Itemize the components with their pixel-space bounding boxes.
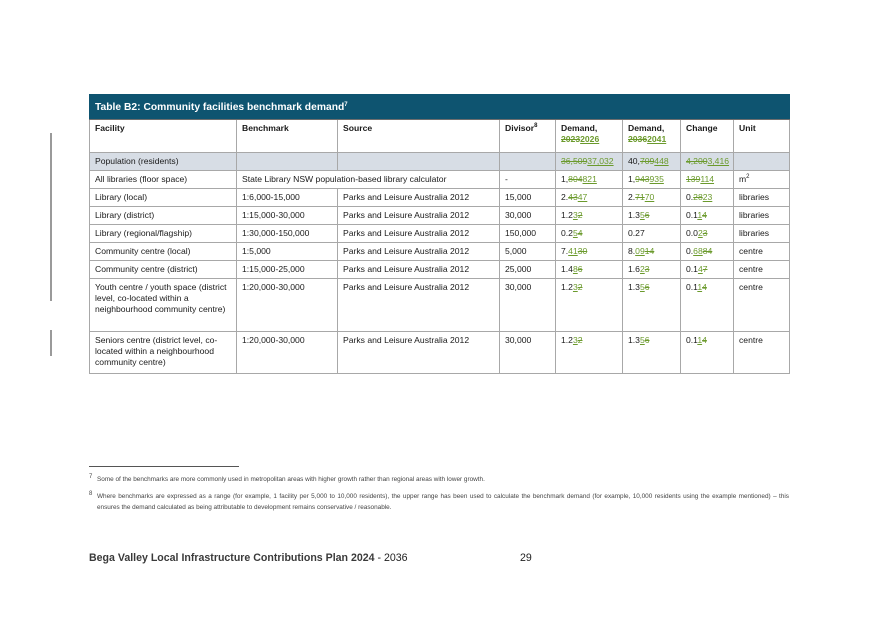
col-header-benchmark: Benchmark: [237, 120, 338, 153]
population-demand-1: 36,50937,032: [556, 153, 623, 171]
divisor-cell: -: [500, 171, 556, 189]
source-cell: Parks and Leisure Australia 2012: [338, 207, 500, 225]
divisor-cell: 5,000: [500, 243, 556, 261]
benchmark-cell: 1:20,000-30,000: [237, 279, 338, 332]
d1-cell: 1.486: [556, 261, 623, 279]
d2-cell: 2.7170: [623, 189, 681, 207]
facility-cell: All libraries (floor space): [90, 171, 237, 189]
ch-cell: 0.2823: [681, 189, 734, 207]
table-row: [90, 243, 790, 261]
d2-cell: 1.356: [623, 207, 681, 225]
footnote-7: $^7$ Some of the benchmarks are more commonly used in metropolitan areas with higher growth rather than regional areas with lower growth.: [89, 474, 485, 483]
unit-cell: libraries: [734, 189, 790, 207]
divisor-cell: 25,000: [500, 261, 556, 279]
benchmark-cell: 1:15,000-25,000: [237, 261, 338, 279]
d1-cell: 0.254: [556, 225, 623, 243]
table-title: Table B2: Community facilities benchmark demand$^7$: [90, 95, 790, 120]
ch-cell: 0.023: [681, 225, 734, 243]
unit-cell: centre: [734, 243, 790, 261]
facility-cell: Library (district): [90, 207, 237, 225]
facility-cell: Community centre (district): [90, 261, 237, 279]
source-cell: Parks and Leisure Australia 2012: [338, 225, 500, 243]
table-row: [90, 171, 790, 189]
population-change: 4,2003,416: [681, 153, 734, 171]
change-bar: [50, 133, 52, 301]
page-number: 29: [520, 552, 532, 564]
divisor-cell: 30,000: [500, 332, 556, 374]
d2-cell: 1.356: [623, 332, 681, 374]
facility-cell: Youth centre / youth space (district level, co-located within a neighbourhood community centre): [90, 279, 237, 332]
col-header-demand-2: Demand, 20362041: [623, 120, 681, 153]
table-row: [90, 332, 790, 374]
d1-cell: 1.232: [556, 279, 623, 332]
unit-cell: centre: [734, 279, 790, 332]
ch-cell: 139114: [681, 171, 734, 189]
facility-cell: Seniors centre (district level, co-located within a neighbourhood community centre): [90, 332, 237, 374]
table-row: [90, 279, 790, 332]
d1-cell: 1,804821: [556, 171, 623, 189]
col-header-unit: Unit: [734, 120, 790, 153]
ch-cell: 0.114: [681, 207, 734, 225]
footnote-8: $^8$ Where benchmarks are expressed as a range (for example, 1 facility per 5,000 to 10,000 residents), the upper range has been used to calculate the benchmark demand (for example, 10,000 residents using the example mentioned) – this ensures the demand calculated as being attributable to development remains conservative / reasonable.: [89, 491, 789, 511]
table-row: [90, 207, 790, 225]
ch-cell: 0.147: [681, 261, 734, 279]
divisor-cell: 150,000: [500, 225, 556, 243]
footnote-separator: [89, 466, 239, 467]
d2-cell: 0.27: [623, 225, 681, 243]
benchmark-cell: 1:15,000-30,000: [237, 207, 338, 225]
source-cell: Parks and Leisure Australia 2012: [338, 189, 500, 207]
d1-cell: 7.4130: [556, 243, 623, 261]
benchmark-cell: 1:30,000-150,000: [237, 225, 338, 243]
col-header-divisor: Divisor$^8$: [500, 120, 556, 153]
benchmark-cell: 1:20,000-30,000: [237, 332, 338, 374]
population-demand-2: 40,709448: [623, 153, 681, 171]
benchmark-cell: 1:5,000: [237, 243, 338, 261]
d1-cell: 2.4347: [556, 189, 623, 207]
col-header-demand-1: Demand, 20232026: [556, 120, 623, 153]
ch-cell: 0.6884: [681, 243, 734, 261]
unit-cell: libraries: [734, 207, 790, 225]
divisor-cell: 30,000: [500, 207, 556, 225]
divisor-cell: 15,000: [500, 189, 556, 207]
d2-cell: 1.356: [623, 279, 681, 332]
ch-cell: 0.114: [681, 279, 734, 332]
benchmark-cell: 1:6,000-15,000: [237, 189, 338, 207]
d2-cell: 8.0914: [623, 243, 681, 261]
unit-cell: centre: [734, 332, 790, 374]
population-label: Population (residents): [90, 153, 237, 171]
source-cell: Parks and Leisure Australia 2012: [338, 243, 500, 261]
change-bar: [50, 330, 52, 356]
col-header-change: Change: [681, 120, 734, 153]
unit-cell: libraries: [734, 225, 790, 243]
facility-cell: Community centre (local): [90, 243, 237, 261]
benchmark-source-cell: State Library NSW population-based library calculator: [237, 171, 500, 189]
table-row: [90, 225, 790, 243]
d2-cell: 1,943935: [623, 171, 681, 189]
table-row: [90, 189, 790, 207]
population-row: [90, 153, 790, 171]
unit-cell: $m^2$: [734, 171, 790, 189]
col-header-source: Source: [338, 120, 500, 153]
footer-title: Bega Valley Local Infrastructure Contributions Plan 2024 - 2036: [89, 552, 408, 564]
source-cell: Parks and Leisure Australia 2012: [338, 279, 500, 332]
source-cell: Parks and Leisure Australia 2012: [338, 332, 500, 374]
benchmark-demand-table: [89, 94, 790, 374]
d1-cell: 1.232: [556, 332, 623, 374]
col-header-facility: Facility: [90, 120, 237, 153]
table-row: [90, 261, 790, 279]
facility-cell: Library (regional/flagship): [90, 225, 237, 243]
divisor-cell: 30,000: [500, 279, 556, 332]
facility-cell: Library (local): [90, 189, 237, 207]
d2-cell: 1.623: [623, 261, 681, 279]
source-cell: Parks and Leisure Australia 2012: [338, 261, 500, 279]
unit-cell: centre: [734, 261, 790, 279]
d1-cell: 1.232: [556, 207, 623, 225]
ch-cell: 0.114: [681, 332, 734, 374]
